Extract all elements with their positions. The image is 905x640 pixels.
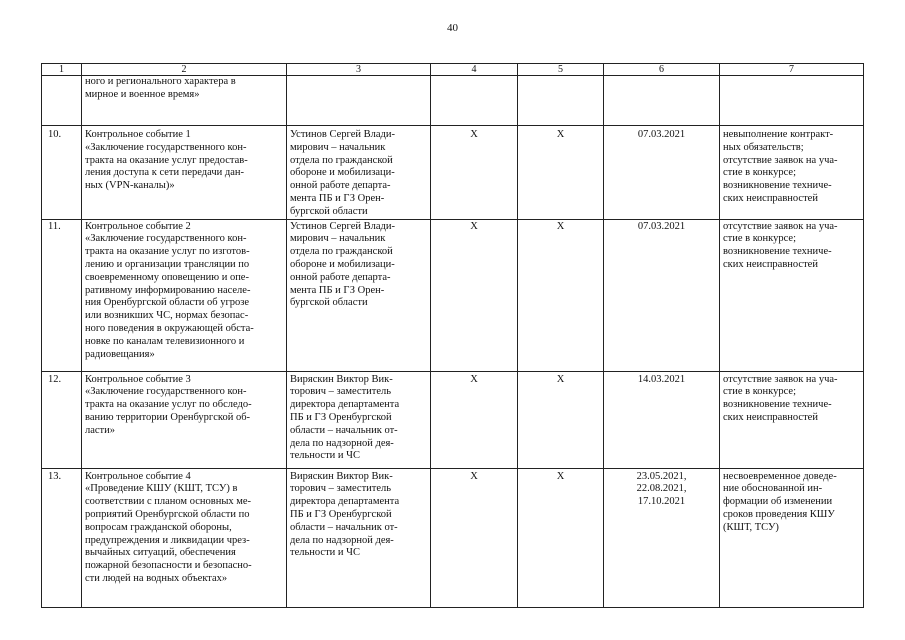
text-line: ванию территории Оренбургской об- [85, 411, 251, 423]
text-line: отдела по гражданской [290, 246, 393, 258]
text-line: предупреждения и ликвидации чрез- [85, 534, 250, 546]
text-line: стие в конкурсе; [723, 167, 796, 179]
text-line: своевременному оповещению и опе- [85, 271, 249, 283]
text-line: дела по надзорной дея- [290, 437, 394, 449]
text-line: Контрольное событие 1 [85, 129, 191, 140]
text-line: возникновение техниче- [723, 246, 832, 258]
text-line: тельности и ЧС [290, 547, 360, 559]
text-line: 22.08.2021, [636, 483, 687, 495]
row-number-cell: 10. [42, 126, 82, 220]
text-line: бургской области [290, 205, 368, 217]
text-line: сроков проведения КШУ [723, 508, 835, 520]
table-row [42, 468, 864, 607]
text-line: Устинов Сергей Влади- [290, 129, 395, 140]
text-line: лению и организации трансляции по [85, 258, 250, 270]
page-number: 40 [447, 22, 458, 34]
event-cell [82, 371, 287, 468]
date-cell [604, 371, 720, 468]
text-line: ПБ и ГЗ Оренбургской [290, 411, 392, 423]
text-line: отдела по гражданской [290, 154, 393, 166]
text-line: 07.03.2021 [637, 129, 686, 140]
control-events-table [41, 63, 864, 608]
text-line: ления доступа к сети передачи дан- [85, 167, 244, 179]
text-line: тракта на оказание услуг предостав- [85, 154, 248, 166]
risks-cell [720, 219, 864, 371]
text-line: онной работе департа- [290, 180, 391, 192]
date-cell [604, 468, 720, 607]
header-cell: 3 [287, 64, 431, 76]
text-line: торович – заместитель [290, 386, 392, 398]
header-cell: 2 [82, 64, 287, 76]
text-line: торович – заместитель [290, 483, 392, 495]
text-line: отсутствие заявок на уча- [723, 220, 838, 232]
text-line: ного и регионального характера в [85, 76, 236, 87]
text-line: ПБ и ГЗ Оренбургской [290, 508, 392, 520]
event-cell [82, 468, 287, 607]
table-row [42, 76, 864, 126]
text-line: дела по надзорной дея- [290, 534, 394, 546]
column-4-mark-cell: X [431, 371, 518, 468]
text-line: несвоевременное доведе- [723, 470, 837, 482]
text-line: директора департамента [290, 399, 400, 411]
text-line: радиовещания» [85, 348, 155, 360]
risks-cell [720, 126, 864, 220]
text-line: 14.03.2021 [637, 373, 686, 385]
text-line: ских неисправностей [723, 411, 818, 423]
text-line: бургской области [290, 297, 368, 309]
text-line: стие в конкурсе; [723, 233, 796, 245]
header-cell: 4 [431, 64, 518, 76]
text-line: ских неисправностей [723, 192, 818, 204]
table-row [42, 219, 864, 371]
text-line: Устинов Сергей Влади- [290, 220, 395, 232]
risks-cell [720, 76, 864, 126]
text-line: ративному информированию населе- [85, 284, 251, 296]
date-cell [604, 126, 720, 220]
text-line: стие в конкурсе; [723, 386, 796, 398]
text-line: ния Оренбургской области об угрозе [85, 297, 250, 309]
text-line: вопросам гражданской обороны, [85, 521, 232, 533]
text-line: возникновение техниче- [723, 180, 832, 192]
row-number-cell: 11. [42, 219, 82, 371]
risks-cell [720, 371, 864, 468]
row-number-cell: 13. [42, 468, 82, 607]
text-line: Виряскин Виктор Вик- [290, 373, 393, 385]
text-line: мирович – начальник [290, 233, 386, 245]
text-line: онной работе департа- [290, 271, 391, 283]
responsible-person-cell [287, 126, 431, 220]
text-line: 23.05.2021, [636, 470, 687, 482]
text-line: ных (VPN-каналы)» [85, 180, 175, 192]
row-number-cell: 12. [42, 371, 82, 468]
text-line: ние обоснованной ин- [723, 483, 823, 495]
column-5-mark-cell: X [518, 126, 604, 220]
text-line: ных обязательств; [723, 141, 804, 153]
text-line: роприятий Оренбургской области по [85, 508, 250, 520]
column-4-mark-cell [431, 76, 518, 126]
responsible-person-cell [287, 219, 431, 371]
text-line: Контрольное событие 3 [85, 373, 191, 385]
row-number-cell [42, 76, 82, 126]
text-line: тракта на оказание услуг по обследо- [85, 399, 252, 411]
text-line: мирович – начальник [290, 141, 386, 153]
column-4-mark-cell: X [431, 219, 518, 371]
responsible-person-cell [287, 76, 431, 126]
column-5-mark-cell: X [518, 219, 604, 371]
date-cell [604, 219, 720, 371]
text-line: тельности и ЧС [290, 450, 360, 462]
text-line: обороне и мобилизаци- [290, 258, 395, 270]
text-line: «Проведение КШУ (КШТ, ТСУ) в [85, 483, 238, 495]
text-line: сти людей на водных объектах» [85, 572, 228, 584]
text-line: ских неисправностей [723, 258, 818, 270]
text-line: ласти» [85, 424, 116, 436]
table-row [42, 371, 864, 468]
column-5-mark-cell [518, 76, 604, 126]
text-line: директора департамента [290, 496, 400, 508]
text-line: Контрольное событие 4 [85, 470, 191, 482]
table-row [42, 126, 864, 220]
event-cell [82, 219, 287, 371]
text-line: отсутствие заявок на уча- [723, 154, 838, 166]
column-4-mark-cell: X [431, 468, 518, 607]
event-cell [82, 76, 287, 126]
event-cell [82, 126, 287, 220]
text-line: мента ПБ и ГЗ Орен- [290, 284, 385, 296]
text-line: мента ПБ и ГЗ Орен- [290, 192, 385, 204]
risks-cell [720, 468, 864, 607]
column-5-mark-cell: X [518, 468, 604, 607]
responsible-person-cell [287, 371, 431, 468]
text-line: «Заключение государственного кон- [85, 386, 247, 398]
header-row [42, 64, 864, 76]
text-line: 07.03.2021 [637, 220, 686, 232]
text-line: «Заключение государственного кон- [85, 141, 247, 153]
text-line: формации об изменении [723, 496, 833, 508]
text-line: вычайных ситуаций, обеспечения [85, 547, 236, 559]
text-line: возникновение техниче- [723, 399, 832, 411]
text-line: соответствии с планом основных ме- [85, 496, 252, 508]
text-line: (КШТ, ТСУ) [723, 521, 779, 533]
text-line: Контрольное событие 2 [85, 220, 191, 232]
header-cell: 1 [42, 64, 82, 76]
text-line: мирное и военное время» [85, 88, 200, 100]
text-line: «Заключение государственного кон- [85, 233, 247, 245]
column-5-mark-cell: X [518, 371, 604, 468]
text-line: отсутствие заявок на уча- [723, 373, 838, 385]
responsible-person-cell [287, 468, 431, 607]
header-cell: 6 [604, 64, 720, 76]
text-line: обороне и мобилизаци- [290, 167, 395, 179]
text-line: области – начальник от- [290, 424, 398, 436]
text-line: невыполнение контракт- [723, 129, 834, 140]
text-line: или возникших ЧС, нормах безопас- [85, 310, 249, 322]
text-line: тракта на оказание услуг по изготов- [85, 246, 250, 258]
text-line: ного поведения в окружающей обста- [85, 322, 254, 334]
text-line: области – начальник от- [290, 521, 398, 533]
date-cell [604, 76, 720, 126]
text-line: пожарной безопасности и безопасно- [85, 560, 252, 572]
text-line: новке по каналам телевизионного и [85, 335, 245, 347]
header-cell: 5 [518, 64, 604, 76]
column-4-mark-cell: X [431, 126, 518, 220]
text-line: Виряскин Виктор Вик- [290, 470, 393, 482]
header-cell: 7 [720, 64, 864, 76]
text-line: 17.10.2021 [637, 496, 686, 508]
